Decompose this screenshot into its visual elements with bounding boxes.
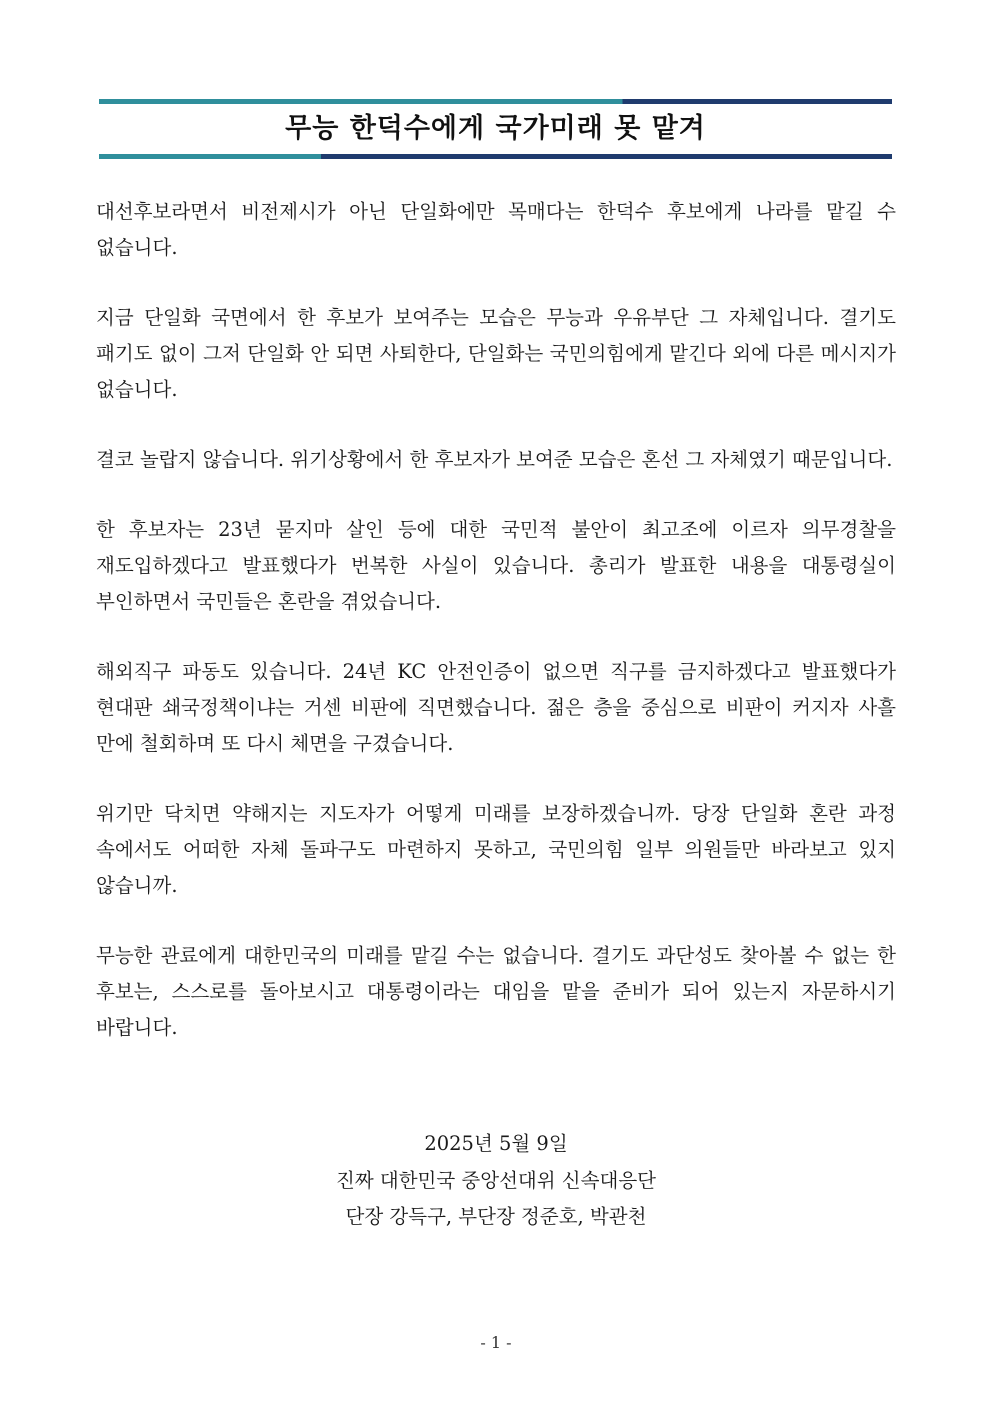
paragraph-1: 대선후보라면서 비전제시가 아닌 단일화에만 목매다는 한덕수 후보에게 나라를 맡길 수 없습니다. bbox=[96, 200, 896, 259]
title-top-rule bbox=[99, 99, 892, 104]
signature-block bbox=[96, 1126, 896, 1236]
document-body bbox=[96, 194, 896, 1080]
paragraph-4: 한 후보자는 23년 묻지마 살인 등에 대한 국민적 불안이 최고조에 이르자 의무경찰을 재도입하겠다고 발표했다가 번복한 사실이 있습니다. 총리가 발표한 내용을 대통령실이 부인하면서 국민들은 혼란을 겪었습니다. bbox=[96, 518, 896, 613]
paragraph-5: 해외직구 파동도 있습니다. 24년 KC 안전인증이 없으면 직구를 금지하겠다고 발표했다가 현대판 쇄국정책이냐는 거센 비판에 직면했습니다. 젊은 층을 중심으로 비판이 커지자 사흘 만에 철회하며 또 다시 체면을 구겼습니다. bbox=[96, 660, 896, 755]
document-title: 무능 한덕수에게 국가미래 못 맡겨 bbox=[285, 113, 706, 144]
page-number: - 1 - bbox=[480, 1333, 512, 1352]
signature-organization: 진짜 대한민국 중앙선대위 신속대응단 bbox=[336, 1168, 656, 1192]
paragraph-6: 위기만 닥치면 약해지는 지도자가 어떻게 미래를 보장하겠습니까. 당장 단일화 혼란 과정 속에서도 어떠한 자체 돌파구도 마련하지 못하고, 국민의힘 일부 의원들만 바라보고 있지 않습니까. bbox=[96, 802, 896, 897]
paragraph-2: 지금 단일화 국면에서 한 후보가 보여주는 모습은 무능과 우유부단 그 자체입니다. 결기도 패기도 없이 그저 단일화 안 되면 사퇴한다, 단일화는 국민의힘에게 맡긴다 외에 다른 메시지가 없습니다. bbox=[96, 306, 896, 401]
signature-names: 단장 강득구, 부단장 정준호, 박관천 bbox=[345, 1205, 647, 1228]
paragraph-7: 무능한 관료에게 대한민국의 미래를 맡길 수는 없습니다. 결기도 과단성도 찾아볼 수 없는 한 후보는, 스스로를 돌아보시고 대통령이라는 대임을 맡을 준비가 되어 있는지 자문하시기 바랍니다. bbox=[96, 944, 896, 1039]
signature-date: 2025년 5월 9일 bbox=[424, 1132, 568, 1155]
title-block bbox=[99, 99, 892, 161]
paragraph-3: 결코 놀랍지 않습니다. 위기상황에서 한 후보자가 보여준 모습은 혼선 그 자체였기 때문입니다. bbox=[96, 448, 893, 471]
title-bottom-rule bbox=[99, 154, 892, 159]
